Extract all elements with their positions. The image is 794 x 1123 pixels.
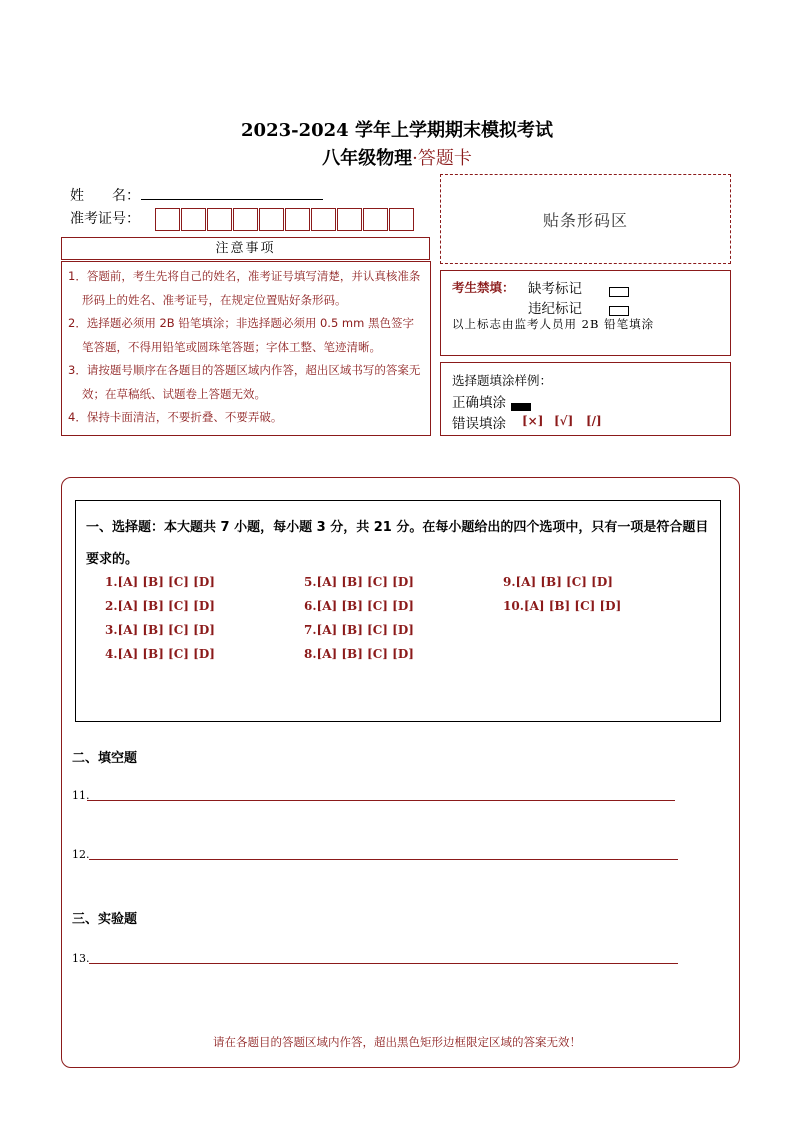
mcq-instructions: 一、选择题：本大题共 7 小题，每小题 3 分，共 21 分。在每小题给出的四个选项中，只有一项是符合题目要求的。 <box>86 520 709 567</box>
correct-label: 正确填涂 <box>452 395 506 411</box>
id-box[interactable] <box>337 208 362 231</box>
subject-label: 八年级物理 <box>322 148 413 169</box>
mcq-q6[interactable]: 6.[A] [B] [C] [D] <box>304 599 414 613</box>
q13-answer-line[interactable] <box>89 963 678 964</box>
q12-number: 12. <box>72 848 90 861</box>
ban-label: 考生禁填： <box>452 280 515 295</box>
footer-warning: 请在各题目的答题区域内作答，超出黑色矩形边框限定区域的答案无效！ <box>213 1035 581 1049</box>
absent-label: 缺考标记 <box>528 281 582 297</box>
id-label: 准考证号： <box>70 211 140 227</box>
notice-title: 注意事项 <box>61 237 430 260</box>
notice-item: 2．选择题必须用 2B 铅笔填涂；非选择题必须用 0.5 mm 黑色签字笔答题，不得用铅笔或圆珠笔答题；字体工整、笔迹清晰。 <box>68 316 414 354</box>
id-box[interactable] <box>233 208 258 231</box>
id-box[interactable] <box>363 208 388 231</box>
notice-item: 3．请按题号顺序在各题目的答题区域内作答，超出区域书写的答案无效；在草稿纸、试题卷上答题无效。 <box>68 363 421 401</box>
id-box[interactable] <box>311 208 336 231</box>
wrong-mark-2: [√] <box>554 414 574 428</box>
answer-card-label: 答题卡 <box>417 148 472 169</box>
notice-body <box>61 261 431 436</box>
exp-section-title: 三、实验题 <box>72 912 138 927</box>
exam-subtitle <box>0 144 794 170</box>
sample-title: 选择题填涂样例： <box>452 373 553 388</box>
mcq-q7[interactable]: 7.[A] [B] [C] [D] <box>304 623 414 637</box>
barcode-area <box>440 174 731 264</box>
id-box[interactable] <box>207 208 232 231</box>
id-box[interactable] <box>389 208 414 231</box>
fill-section-title: 二、填空题 <box>72 751 138 766</box>
wrong-mark-1: [×] <box>522 414 544 428</box>
exam-title: 2023-2024 学年上学期期末模拟考试 <box>241 120 553 141</box>
mcq-q4[interactable]: 4.[A] [B] [C] [D] <box>105 647 215 661</box>
id-box[interactable] <box>285 208 310 231</box>
id-box[interactable] <box>155 208 180 231</box>
correct-fill-sample <box>511 396 531 415</box>
ban-note: 以上标志由监考人员用 2B 铅笔填涂 <box>452 317 655 331</box>
mcq-q2[interactable]: 2.[A] [B] [C] [D] <box>105 599 215 613</box>
subtitle-dot: · <box>412 148 418 169</box>
id-number-boxes[interactable] <box>155 208 415 231</box>
mcq-q3[interactable]: 3.[A] [B] [C] [D] <box>105 623 215 637</box>
mcq-q8[interactable]: 8.[A] [B] [C] [D] <box>304 647 414 661</box>
name-field[interactable] <box>141 199 323 200</box>
id-box[interactable] <box>181 208 206 231</box>
q13-number: 13. <box>72 952 90 965</box>
barcode-label: 贴条形码区 <box>542 210 628 230</box>
q12-answer-line[interactable] <box>89 859 678 860</box>
q11-answer-line[interactable] <box>87 800 675 801</box>
mcq-q9[interactable]: 9.[A] [B] [C] [D] <box>503 575 613 589</box>
notice-item: 1．答题前，考生先将自己的姓名，准考证号填写清楚，并认真核准条形码上的姓名、准考证号，在规定位置贴好条形码。 <box>68 269 421 307</box>
q11-number: 11. <box>72 789 90 802</box>
wrong-mark-3: [/] <box>586 414 602 428</box>
wrong-label: 错误填涂 <box>452 416 506 432</box>
notice-item: 4．保持卡面清洁，不要折叠、不要弄破。 <box>68 410 283 424</box>
name-label: 姓 名： <box>70 188 140 204</box>
id-box[interactable] <box>259 208 284 231</box>
mcq-q5[interactable]: 5.[A] [B] [C] [D] <box>304 575 414 589</box>
violation-label: 违纪标记 <box>528 301 582 317</box>
absent-mark-box[interactable] <box>609 281 629 300</box>
mcq-q1[interactable]: 1.[A] [B] [C] [D] <box>105 575 215 589</box>
mcq-q10[interactable]: 10.[A] [B] [C] [D] <box>503 599 622 613</box>
